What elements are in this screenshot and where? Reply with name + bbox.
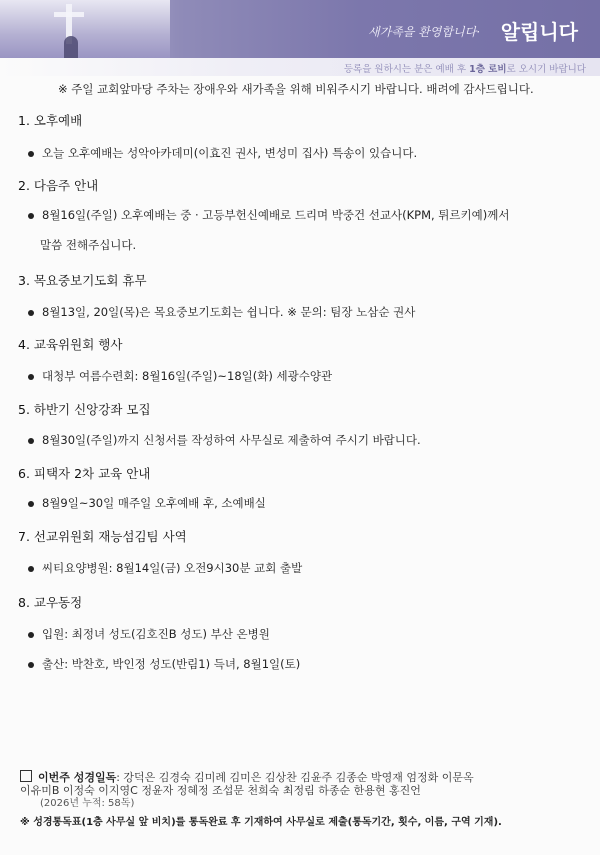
section-item: 대청부 여름수련회: 8월16일(주일)~18일(화) 세광수양관 — [28, 368, 332, 384]
section-item-continuation: 말씀 전해주십니다. — [40, 238, 137, 252]
section-item: 출산: 박찬호, 박인정 성도(반림1) 득녀, 8월1일(토) — [28, 656, 300, 672]
bullet-icon — [28, 632, 34, 638]
bullet-icon — [28, 213, 34, 219]
section-title: 2. 다음주 안내 — [18, 178, 99, 193]
section-title: 6. 피택자 2차 교육 안내 — [18, 466, 151, 481]
bullet-icon — [28, 501, 34, 507]
bible-reading-names: : 강덕은 김경숙 김미례 김미은 김상찬 김윤주 김종순 박영재 엄정화 이문옥 — [116, 771, 474, 784]
section-item: 8월13일, 20일(목)은 목요중보기도회는 쉽니다. ※ 문의: 팀장 노삼순 권사 — [28, 304, 415, 320]
section-item: 8월16일(주일) 오후예배는 중 · 고등부헌신예배로 드리며 박중건 선교사(KPM, 튀르키예)께서 — [28, 207, 509, 223]
section-item: 씨티요양병원: 8월14일(금) 오전9시30분 교회 출발 — [28, 560, 302, 576]
parking-notice: ※ 주일 교회앞마당 주차는 장애우와 새가족을 위해 비워주시기 바랍니다. 배려에 감사드립니다. — [58, 82, 534, 96]
bullet-icon — [28, 566, 34, 572]
section-title: 4. 교육위원회 행사 — [18, 337, 123, 352]
section-title: 3. 목요중보기도회 휴무 — [18, 273, 147, 288]
bullet-icon — [28, 374, 34, 380]
bullet-icon — [28, 310, 34, 316]
checkbox-icon — [20, 770, 32, 782]
bullet-icon — [28, 438, 34, 444]
bible-reading-total: (2026년 누적: 58독) — [40, 798, 135, 809]
bible-reading-names-2: 이유미B 이정숙 이지영C 정윤자 정혜정 조섭문 천희숙 최정림 하종순 한용현 홍진언 — [20, 784, 421, 797]
bullet-icon — [28, 151, 34, 157]
cross-icon-bar — [54, 12, 84, 17]
section-item: 오늘 오후예배는 성악아카데미(이효진 권사, 변성미 집사) 특송이 있습니다. — [28, 145, 417, 161]
bible-reading-label: 이번주 성경일독 — [38, 771, 117, 784]
welcome-text: 새가족을 환영합니다· — [368, 25, 480, 39]
section-title: 5. 하반기 신앙강좌 모집 — [18, 402, 151, 417]
section-title: 1. 오후예배 — [18, 113, 83, 128]
bullet-icon — [28, 662, 34, 668]
section-item: 8월30일(주일)까지 신청서를 작성하여 사무실로 제출하여 주시기 바랍니다. — [28, 432, 421, 448]
bible-reading — [20, 770, 580, 810]
banner-image — [0, 0, 170, 58]
header-banner — [0, 0, 600, 58]
footnote: ※ 성경통독표(1층 사무실 앞 비치)를 통독완료 후 기재하여 사무실로 제출(통독기간, 횟수, 이름, 구역 기재). — [20, 817, 502, 828]
section-item: 입원: 최정녀 성도(김호진B 성도) 부산 온병원 — [28, 626, 270, 642]
section-item: 8월9일~30일 매주일 오후예배 후, 소예배실 — [28, 495, 266, 511]
person-silhouette-icon — [64, 36, 78, 58]
section-title: 8. 교우동정 — [18, 595, 83, 610]
page-title: 알립니다 — [500, 20, 578, 44]
registration-info: 등록을 원하시는 분은 예배 후 1층 로비로 오시기 바랍니다 — [343, 64, 586, 75]
section-title: 7. 선교위원회 재능섬김팀 사역 — [18, 529, 187, 544]
